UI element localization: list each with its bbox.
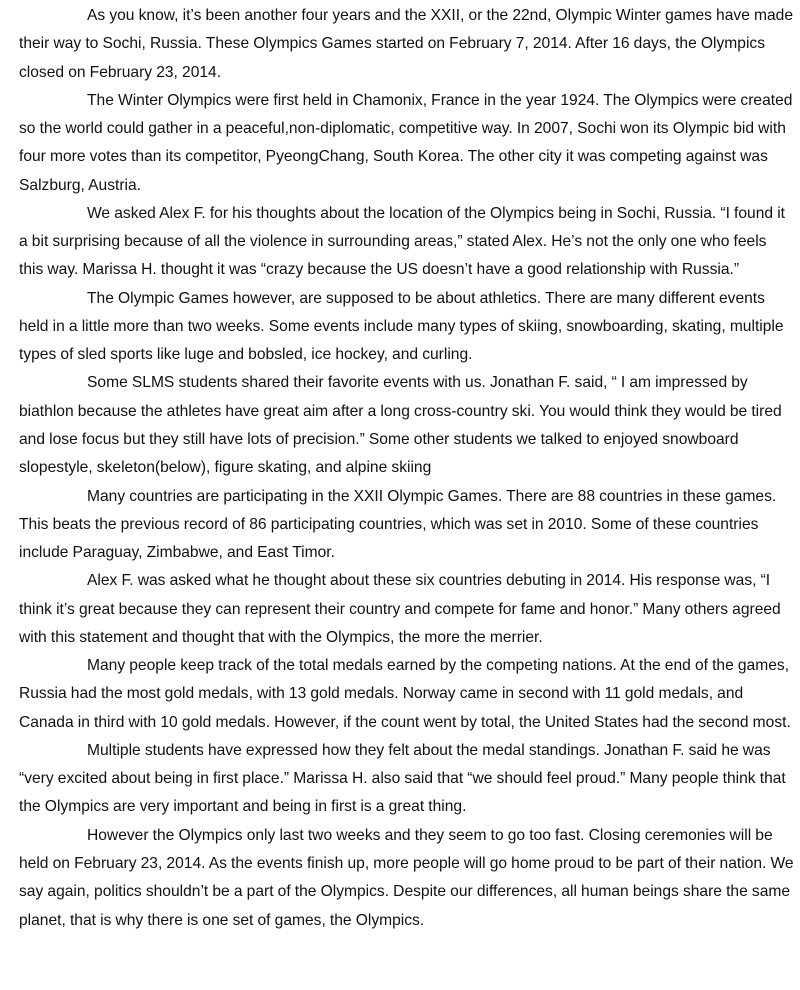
- paragraph-conclusion: However the Olympics only last two weeks and they seem to go too fast. Closing ceremonies will be held on February 23, 2014. As the events finish up, more people will go home proud to be part of their nation. We say again, politics shouldn’t be a part of the Olympics. Despite our differences, all human beings share the same planet, that is why there is one set of games, the Olympics.: [19, 826, 794, 929]
- paragraph-medal-count: Many people keep track of the total medals earned by the competing nations. At the end of the games, Russia had the most gold medals, with 13 gold medals. Norway came in second with 11 gold medals, and Canada in third with 10 gold medals. However, if the count went by total, the United States had the second most.: [19, 657, 791, 731]
- paragraph-countries: Many countries are participating in the XXII Olympic Games. There are 88 countries in these games. This beats the previous record of 86 participating countries, which was set in 2010. Some of these countries include Paraguay, Zimbabwe, and East Timor.: [19, 487, 777, 562]
- paragraph-history: The Winter Olympics were first held in Chamonix, France in the year 1924. The Olympics were created so the world could gather in a peaceful,non-diplomatic, competitive way. In 2007, Sochi won its Olympic bid with four more votes than its competitor, PyeongChang, South Korea. The other city it was competing against was Salzburg, Austria.: [19, 91, 793, 194]
- paragraph-location-opinions: We asked Alex F. for his thoughts about the location of the Olympics being in Sochi, Russia. “I found it a bit surprising because of all the violence in surrounding areas,” stated Alex. He’s not the only one who feels this way. Marissa H. thought it was “crazy because the US doesn’t have a good relationship with Russia.”: [19, 204, 786, 279]
- paragraph-intro: As you know, it’s been another four years and the XXII, or the 22nd, Olympic Winter games have made their way to Sochi, Russia. These Olympics Games started on February 7, 2014. After 16 days, the Olympics closed on February 23, 2014.: [19, 7, 794, 81]
- paragraph-debuting-countries: Alex F. was asked what he thought about these six countries debuting in 2014. His response was, “I think it’s great because they can represent their country and compete for fame and honor.” Many others agreed with this statement and thought that with the Olympics, the more the merrier.: [19, 572, 781, 646]
- paragraph-events: The Olympic Games however, are supposed to be about athletics. There are many different events held in a little more than two weeks. Some events include many types of skiing, snowboarding, skating, multiple types of sled sports like luge and bobsled, ice hockey, and curling.: [19, 289, 784, 364]
- paragraph-medal-opinions: Multiple students have expressed how they felt about the medal standings. Jonathan F. said he was “very excited about being in first place.” Marissa H. also said that “we should feel proud.” Many people think that the Olympics are very important and being in first is a great thing.: [19, 741, 786, 816]
- paragraph-favorite-events: Some SLMS students shared their favorite events with us. Jonathan F. said, “ I am impressed by biathlon because the athletes have great aim after a long cross-country ski. You would think they would be tired and lose focus but they still have lots of precision.” Some other students we talked to enjoyed snowboard slopestyle, skeleton(below), figure skating, and alpine skiing: [19, 374, 782, 477]
- article-body: [19, 2, 794, 935]
